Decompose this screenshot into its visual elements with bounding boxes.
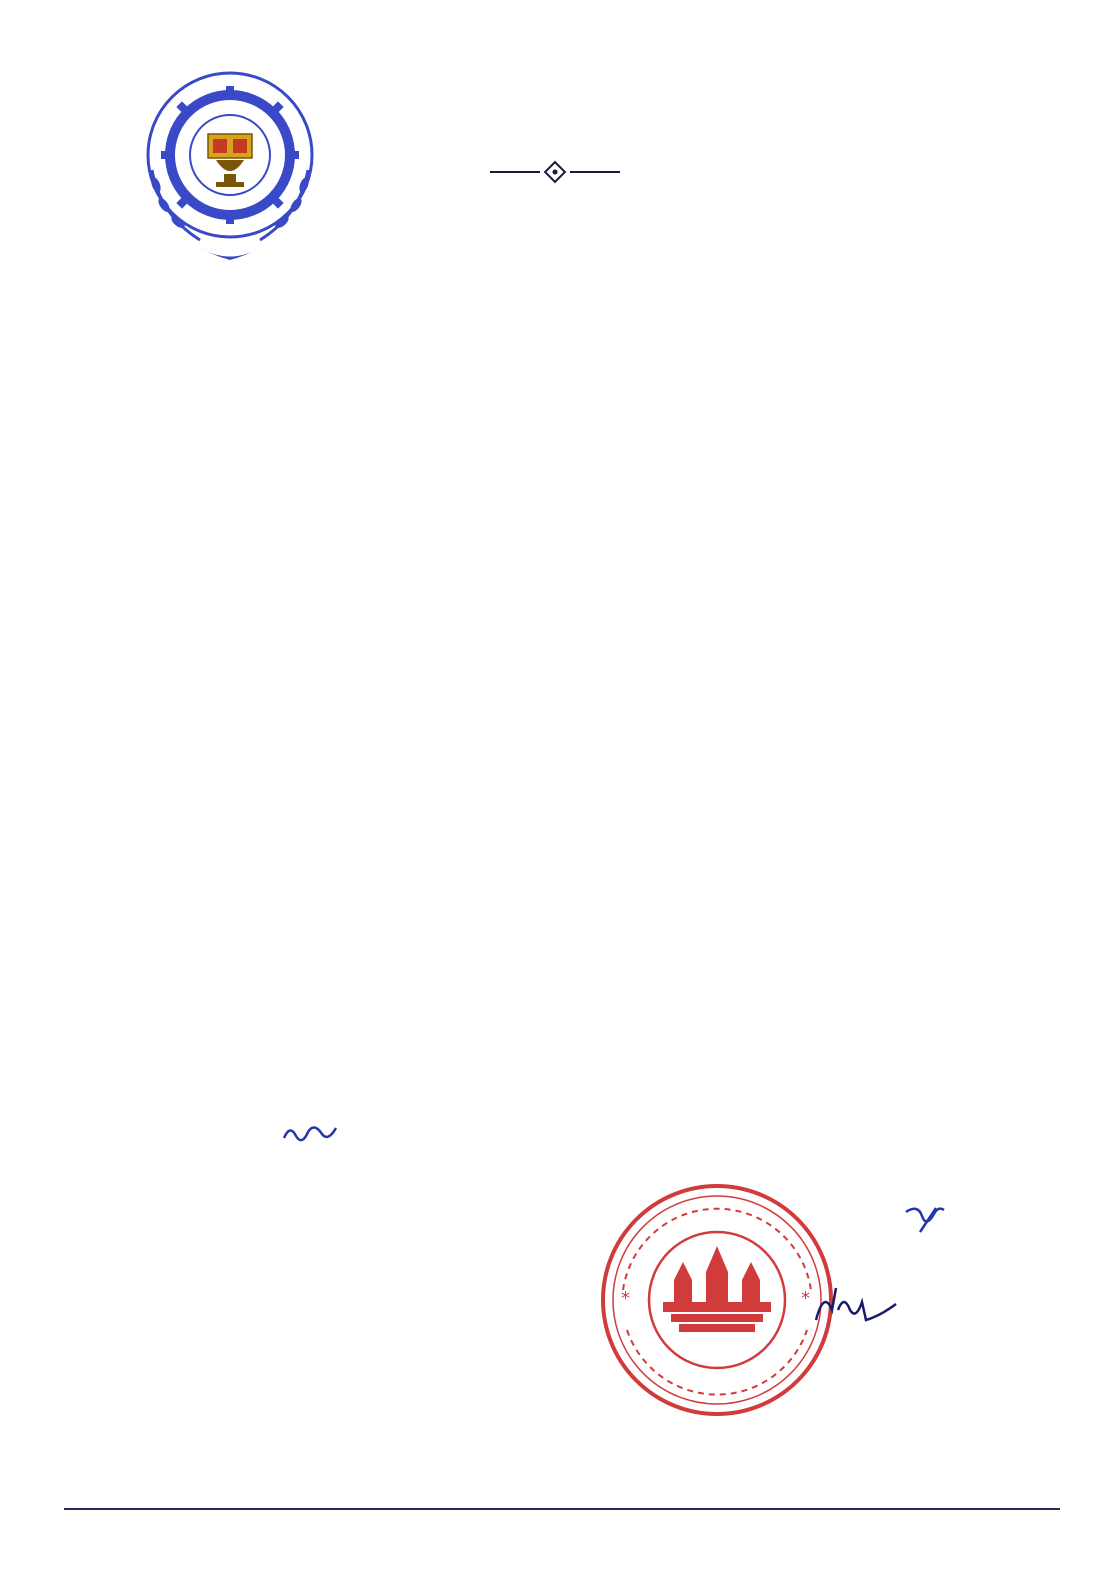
minister-signature [810, 1280, 900, 1330]
initial-signature-2 [900, 1202, 950, 1236]
svg-text:*: * [621, 1288, 630, 1309]
svg-text:*: * [801, 1288, 810, 1309]
official-seal [597, 1180, 837, 1420]
footer-rule [64, 1508, 1060, 1510]
paragraph-1 [160, 532, 1030, 657]
ministry-logo [130, 60, 330, 270]
paragraph-2 [160, 665, 1030, 750]
header-ornament [485, 160, 625, 184]
paragraph-3 [160, 782, 1030, 1037]
initial-signature [280, 1118, 340, 1148]
